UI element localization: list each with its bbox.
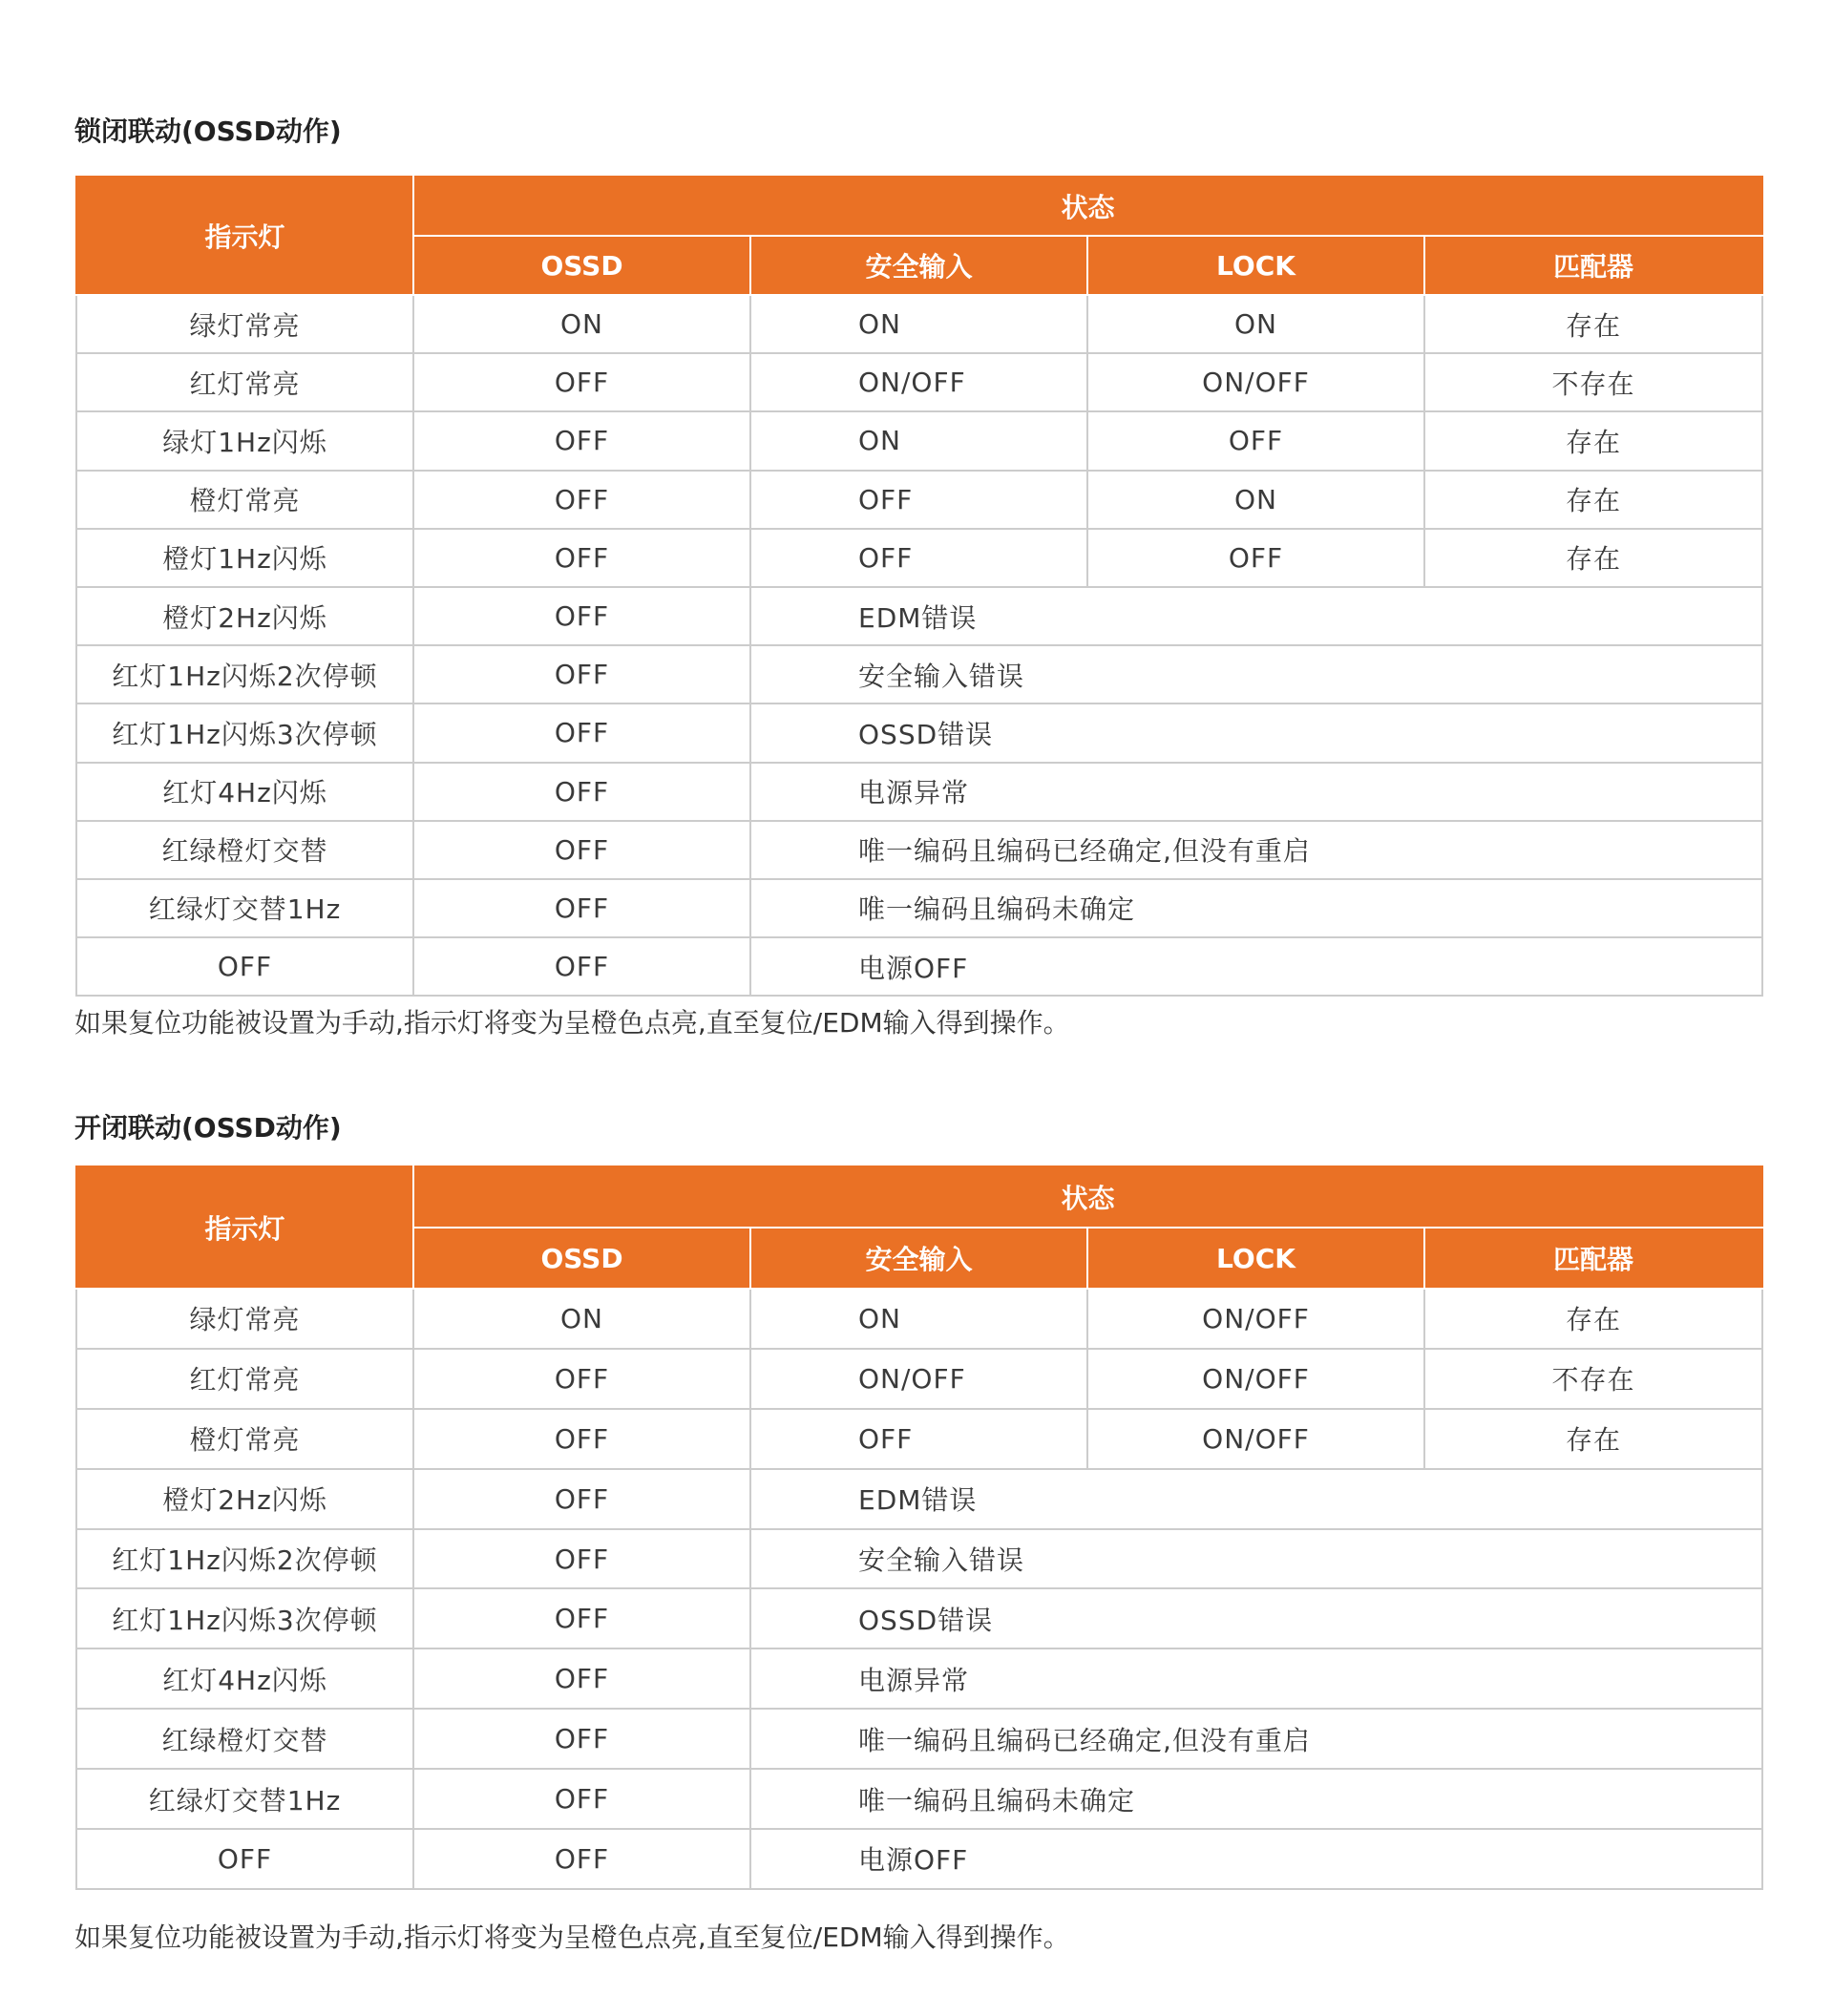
indicator-cell: OFF — [76, 937, 413, 996]
header-matcher: 匹配器 — [1424, 236, 1762, 295]
ossd-cell: OFF — [413, 1349, 750, 1409]
table-row — [76, 411, 1762, 470]
matcher-cell: 存在 — [1424, 1409, 1762, 1469]
safety-input-cell: OFF — [750, 1409, 1087, 1469]
ossd-cell: OFF — [413, 763, 750, 821]
ossd-cell: OFF — [413, 471, 750, 529]
lock-linkage-table — [75, 176, 1763, 997]
table-row — [76, 1829, 1762, 1889]
header-lock: LOCK — [1087, 1228, 1424, 1289]
section-title-open-close-linkage: 开闭联动(OSSD动作) — [74, 1112, 342, 1144]
ossd-cell: OFF — [413, 1769, 750, 1829]
table-row — [76, 353, 1762, 411]
indicator-cell: 橙灯常亮 — [76, 1409, 413, 1469]
status-description-cell: EDM错误 — [750, 1469, 1762, 1529]
ossd-cell: OFF — [413, 353, 750, 411]
status-description-cell: 电源OFF — [750, 937, 1762, 996]
table-row — [76, 1409, 1762, 1469]
ossd-cell: OFF — [413, 645, 750, 704]
indicator-cell: 红灯1Hz闪烁2次停顿 — [76, 1529, 413, 1589]
indicator-cell: 红灯4Hz闪烁 — [76, 763, 413, 821]
ossd-cell: OFF — [413, 821, 750, 879]
status-description-cell: 唯一编码且编码未确定 — [750, 1769, 1762, 1829]
table-row — [76, 1588, 1762, 1648]
manual-reset-note: 如果复位功能被设置为手动,指示灯将变为呈橙色点亮,直至复位/EDM输入得到操作。 — [74, 1007, 1070, 1039]
table-row — [76, 1469, 1762, 1529]
table-row — [76, 1349, 1762, 1409]
header-matcher: 匹配器 — [1424, 1228, 1762, 1289]
indicator-cell: 橙灯常亮 — [76, 471, 413, 529]
status-description-cell: 电源异常 — [750, 763, 1762, 821]
header-indicator: 指示灯 — [76, 177, 413, 295]
header-indicator: 指示灯 — [76, 1166, 413, 1289]
table-row — [76, 1648, 1762, 1709]
header-status: 状态 — [413, 1166, 1762, 1228]
table-row — [76, 879, 1762, 937]
indicator-cell: 橙灯1Hz闪烁 — [76, 529, 413, 587]
indicator-cell: 红绿灯交替1Hz — [76, 1769, 413, 1829]
safety-input-cell: ON — [750, 1289, 1087, 1349]
ossd-cell: OFF — [413, 529, 750, 587]
ossd-cell: OFF — [413, 587, 750, 645]
ossd-cell: OFF — [413, 1529, 750, 1589]
lock-cell: ON/OFF — [1087, 1289, 1424, 1349]
indicator-cell: 红灯1Hz闪烁2次停顿 — [76, 645, 413, 704]
table-row — [76, 704, 1762, 762]
status-description-cell: OSSD错误 — [750, 1588, 1762, 1648]
safety-input-cell: OFF — [750, 529, 1087, 587]
status-description-cell: 电源异常 — [750, 1648, 1762, 1709]
ossd-cell: OFF — [413, 1588, 750, 1648]
matcher-cell: 不存在 — [1424, 1349, 1762, 1409]
ossd-cell: OFF — [413, 704, 750, 762]
section-title-lock-linkage: 锁闭联动(OSSD动作) — [74, 116, 342, 147]
lock-cell: ON/OFF — [1087, 1349, 1424, 1409]
indicator-cell: 红绿橙灯交替 — [76, 1709, 413, 1769]
header-status: 状态 — [413, 177, 1762, 236]
indicator-cell: 绿灯常亮 — [76, 1289, 413, 1349]
lock-cell: ON — [1087, 295, 1424, 353]
lock-cell: ON/OFF — [1087, 1409, 1424, 1469]
ossd-cell: OFF — [413, 1469, 750, 1529]
safety-input-cell: OFF — [750, 471, 1087, 529]
manual-reset-note: 如果复位功能被设置为手动,指示灯将变为呈橙色点亮,直至复位/EDM输入得到操作。 — [74, 1922, 1070, 1953]
ossd-cell: OFF — [413, 411, 750, 470]
header-lock: LOCK — [1087, 236, 1424, 295]
safety-input-cell: ON — [750, 295, 1087, 353]
safety-input-cell: ON/OFF — [750, 353, 1087, 411]
table-row — [76, 1769, 1762, 1829]
ossd-cell: OFF — [413, 1409, 750, 1469]
header-ossd: OSSD — [413, 236, 750, 295]
table-row — [76, 937, 1762, 996]
table-body — [76, 1289, 1762, 1889]
lock-cell: ON — [1087, 471, 1424, 529]
status-description-cell: EDM错误 — [750, 587, 1762, 645]
table-row — [76, 763, 1762, 821]
safety-input-cell: ON — [750, 411, 1087, 470]
indicator-cell: 橙灯2Hz闪烁 — [76, 1469, 413, 1529]
table-row — [76, 471, 1762, 529]
status-description-cell: 安全输入错误 — [750, 1529, 1762, 1589]
matcher-cell: 存在 — [1424, 411, 1762, 470]
ossd-cell: OFF — [413, 1829, 750, 1889]
header-safety-input: 安全输入 — [750, 1228, 1087, 1289]
indicator-cell: OFF — [76, 1829, 413, 1889]
header-ossd: OSSD — [413, 1228, 750, 1289]
status-description-cell: 唯一编码且编码已经确定,但没有重启 — [750, 821, 1762, 879]
indicator-cell: 红灯1Hz闪烁3次停顿 — [76, 1588, 413, 1648]
indicator-cell: 红灯1Hz闪烁3次停顿 — [76, 704, 413, 762]
matcher-cell: 不存在 — [1424, 353, 1762, 411]
table-row — [76, 1709, 1762, 1769]
status-description-cell: 安全输入错误 — [750, 645, 1762, 704]
matcher-cell: 存在 — [1424, 529, 1762, 587]
table-row — [76, 821, 1762, 879]
indicator-cell: 红灯常亮 — [76, 1349, 413, 1409]
matcher-cell: 存在 — [1424, 1289, 1762, 1349]
indicator-cell: 红灯4Hz闪烁 — [76, 1648, 413, 1709]
status-description-cell: 唯一编码且编码已经确定,但没有重启 — [750, 1709, 1762, 1769]
indicator-cell: 红绿灯交替1Hz — [76, 879, 413, 937]
table-row — [76, 1529, 1762, 1589]
lock-cell: OFF — [1087, 411, 1424, 470]
safety-input-cell: ON/OFF — [750, 1349, 1087, 1409]
table-row — [76, 295, 1762, 353]
indicator-cell: 红绿橙灯交替 — [76, 821, 413, 879]
status-description-cell: OSSD错误 — [750, 704, 1762, 762]
lock-cell: ON/OFF — [1087, 353, 1424, 411]
indicator-cell: 绿灯1Hz闪烁 — [76, 411, 413, 470]
ossd-cell: OFF — [413, 879, 750, 937]
open-close-linkage-table — [75, 1166, 1763, 1890]
table-row — [76, 587, 1762, 645]
ossd-cell: OFF — [413, 1709, 750, 1769]
status-description-cell: 电源OFF — [750, 1829, 1762, 1889]
lock-cell: OFF — [1087, 529, 1424, 587]
ossd-cell: ON — [413, 295, 750, 353]
header-safety-input: 安全输入 — [750, 236, 1087, 295]
ossd-cell: ON — [413, 1289, 750, 1349]
indicator-cell: 橙灯2Hz闪烁 — [76, 587, 413, 645]
table-row — [76, 1289, 1762, 1349]
ossd-cell: OFF — [413, 937, 750, 996]
table-body — [76, 295, 1762, 996]
matcher-cell: 存在 — [1424, 471, 1762, 529]
status-description-cell: 唯一编码且编码未确定 — [750, 879, 1762, 937]
matcher-cell: 存在 — [1424, 295, 1762, 353]
ossd-cell: OFF — [413, 1648, 750, 1709]
indicator-cell: 红灯常亮 — [76, 353, 413, 411]
table-row — [76, 645, 1762, 704]
table-row — [76, 529, 1762, 587]
indicator-cell: 绿灯常亮 — [76, 295, 413, 353]
